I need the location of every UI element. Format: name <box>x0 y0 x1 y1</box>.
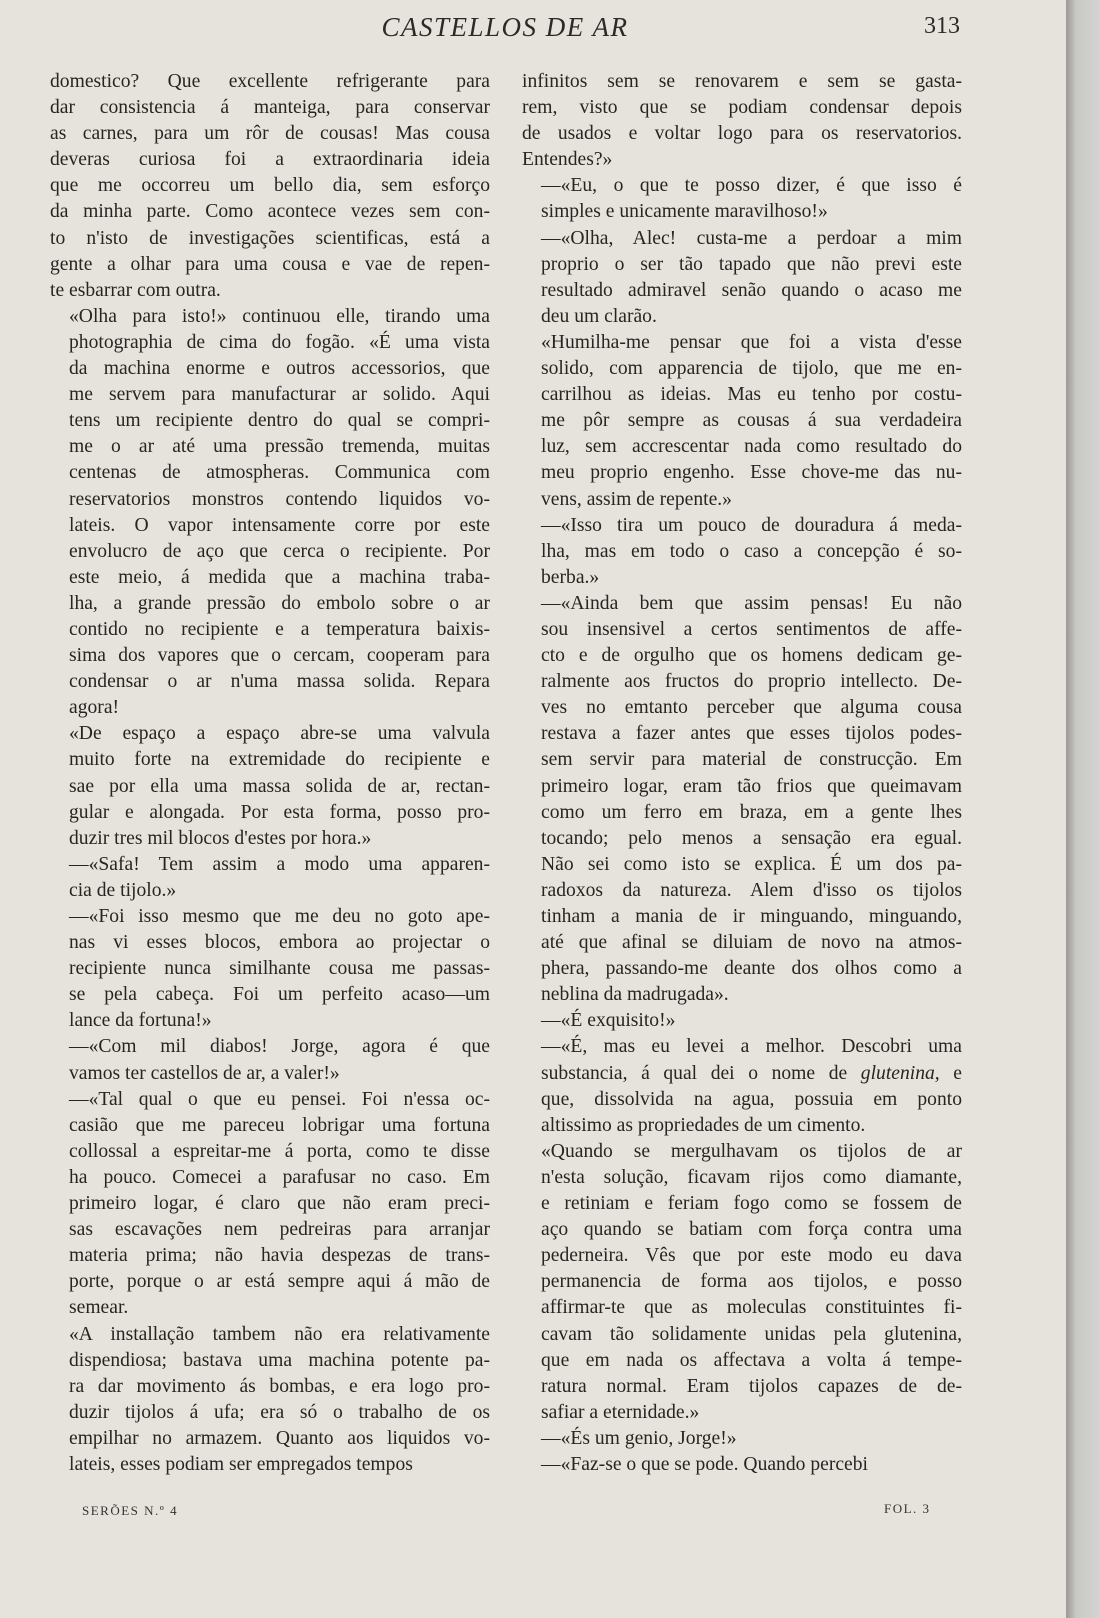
text-line: cia de tijolo.» <box>69 879 177 901</box>
page-edge-shadow <box>1066 0 1100 1618</box>
text-line: se pela cabeça. Foi um perfeito acaso—um <box>69 984 490 1006</box>
text-line: sou insensivel a certos sentimentos de affe- <box>541 618 962 640</box>
right-text-column <box>522 69 962 1478</box>
text-line: aço quando se batiam com força contra uma <box>541 1219 962 1241</box>
text-line: deu um clarão. <box>541 305 657 327</box>
text-line: n'esta solução, ficavam rijos como diamante, <box>541 1166 962 1188</box>
text-line: muito forte na extremidade do recipiente e <box>69 749 490 771</box>
text-line: lha, mas em todo o caso a concepção é so- <box>541 540 962 562</box>
text-line: —«Faz-se o que se pode. Quando percebi <box>541 1453 868 1475</box>
text-line: sae por ella uma massa solida de ar, rectan- <box>69 775 490 797</box>
text-line: luz, sem accrescentar nada como resultado do <box>541 436 962 458</box>
text-line: «A installação tambem não era relativamente <box>69 1323 490 1345</box>
text-line: —«Olha, Alec! custa-me a perdoar a mim <box>541 227 962 249</box>
text-line: contido no recipiente e a temperatura baixis- <box>69 618 490 640</box>
text-line: deveras curiosa foi a extraordinaria ideia <box>50 149 490 171</box>
paragraph <box>522 1139 962 1426</box>
text-line: infinitos sem se renovarem e sem se gasta- <box>522 71 962 92</box>
paragraph <box>50 1034 490 1086</box>
paragraph <box>522 1452 962 1478</box>
text-line: collossal a espreitar-me á porta, como te disse <box>69 1140 490 1162</box>
text-line: cavam tão solidamente unidas pela glutenina, <box>541 1323 962 1345</box>
text-line: —«Eu, o que te posso dizer, é que isso é <box>541 175 962 197</box>
text-line: me servem para manufacturar ar solido. Aqui <box>69 384 490 406</box>
text-line: da machina enorme e outros accessorios, que <box>69 358 490 380</box>
italic-term: glutenina, <box>860 1062 940 1084</box>
text-line: photographia de cima do fogão. «É uma vista <box>69 331 490 353</box>
text-line: «Humilha-me pensar que foi a vista d'esse <box>541 331 962 353</box>
text-line: recipiente nunca similhante cousa me passas- <box>69 958 490 980</box>
text-line: ralmente aos fructos do proprio intellecto. De- <box>541 671 962 693</box>
text-line: affirmar-te que as moleculas constituintes fi- <box>541 1297 962 1319</box>
text-line: ratura normal. Eram tijolos capazes de de- <box>541 1375 962 1397</box>
text-line: solido, com apparencia de tijolo, que me en- <box>541 358 962 380</box>
text-line: até que afinal se diluiam de novo na atmos- <box>541 932 962 954</box>
left-text-column <box>50 69 490 1478</box>
text-line: materia prima; não havia despezas de trans- <box>69 1245 490 1267</box>
text-line: substancia, á qual dei o nome de glutenina, e <box>541 1062 962 1084</box>
text-line: ha pouco. Comecei a parafusar no caso. Em <box>69 1166 490 1188</box>
text-line: domestico? Que excellente refrigerante para <box>50 71 490 92</box>
text-line: casião que me pareceu lobrigar uma fortuna <box>69 1114 490 1136</box>
paragraph <box>522 226 962 330</box>
text-line: tinham a mania de ir minguando, minguando, <box>541 906 962 927</box>
text-line: te esbarrar com outra. <box>50 279 221 301</box>
text-line: tens um recipiente dentro do qual se compri- <box>69 410 490 432</box>
text-line: «Quando se mergulhavam os tijolos de ar <box>541 1140 962 1162</box>
text-line: vens, assim de repente.» <box>541 488 732 510</box>
text-line: radoxos da natureza. Alem d'isso os tijolos <box>541 879 962 901</box>
text-line: —«Com mil diabos! Jorge, agora é que <box>69 1036 490 1058</box>
paragraph <box>50 721 490 851</box>
text-line: restava a fazer antes que esses tijolos podes- <box>541 723 962 745</box>
text-line: que me occorreu um bello dia, sem esforço <box>50 175 490 197</box>
text-line: safiar a eternidade.» <box>541 1401 700 1423</box>
footer-signature: SERÕES N.º 4 <box>82 1503 179 1518</box>
text-line: «Olha para isto!» continuou elle, tirando uma <box>69 305 490 327</box>
text-line: permanencia de forma aos tijolos, e posso <box>541 1271 962 1293</box>
paragraph <box>50 904 490 1034</box>
text-line: porte, porque o ar está sempre aqui á mão de <box>69 1271 490 1293</box>
text-line: lateis. O vapor intensamente corre por este <box>69 514 490 536</box>
text-line: Entendes?» <box>522 149 613 171</box>
text-line: proprio o ser tão tapado que não previ este <box>541 253 962 275</box>
paragraph <box>522 1008 962 1034</box>
text-line: primeiro logar, é claro que não eram preci- <box>69 1193 490 1215</box>
text-line: cto e de orgulho que os homens dedicam ge- <box>541 645 962 667</box>
text-line: as carnes, para um rôr de cousas! Mas cousa <box>50 123 490 145</box>
text-line: e retiniam e feriam fogo como se fossem de <box>541 1193 962 1215</box>
text-line: me pôr sempre as cousas á sua verdadeira <box>541 410 962 432</box>
paragraph <box>522 591 962 1009</box>
text-line: reservatorios monstros contendo liquidos vo- <box>69 488 490 510</box>
text-line: dispendiosa; bastava uma machina potente pa- <box>69 1349 490 1371</box>
text-line: tocando; pelo menos a sensação era egual. <box>541 827 962 849</box>
paragraph <box>522 173 962 225</box>
footer-folio: FOL. 3 <box>884 1501 931 1516</box>
text-line: berba.» <box>541 566 600 588</box>
text-line: da minha parte. Como acontece vezes sem con- <box>50 201 490 223</box>
text-line: condensar o ar n'uma massa solida. Repara <box>69 671 490 693</box>
running-title: CASTELLOS DE AR <box>381 12 629 42</box>
paragraph <box>50 1087 490 1322</box>
text-line: —«Tal qual o que eu pensei. Foi n'essa oc- <box>69 1088 490 1110</box>
text-line: empilhar no armazem. Quanto aos liquidos vo- <box>69 1427 490 1449</box>
text-line: ves no emtanto perceber que alguma cousa <box>541 697 962 719</box>
text-line: me o ar até uma pressão tremenda, muitas <box>69 436 490 458</box>
text-line: este meio, á medida que a machina traba- <box>69 566 490 588</box>
paragraph <box>522 1034 962 1138</box>
text-line: que em nada os affectava a volta á tempe- <box>541 1349 962 1371</box>
text-line: sima dos vapores que o cercam, cooperam para <box>69 645 490 667</box>
text-line: carrilhou as ideias. Mas eu tenho por costu- <box>541 384 962 406</box>
text-line: —«Foi isso mesmo que me deu no goto ape- <box>69 906 490 927</box>
text-line: resultado admiravel senão quando o acaso me <box>541 279 962 301</box>
text-line: sem servir para material de construcção. Em <box>541 749 962 771</box>
text-line: nas vi esses blocos, embora ao projectar o <box>69 932 490 954</box>
text-line: agora! <box>69 697 120 719</box>
text-line: lance da fortuna!» <box>69 1010 212 1032</box>
text-line: que, dissolvida na agua, possuia em ponto <box>541 1088 962 1110</box>
paragraph <box>522 69 962 173</box>
text-line: lha, a grande pressão do embolo sobre o ar <box>69 592 490 614</box>
text-line: —«Ainda bem que assim pensas! Eu não <box>541 592 962 614</box>
paragraph <box>50 69 490 304</box>
text-line: ra dar movimento ás bombas, e era logo pro- <box>69 1375 490 1397</box>
paragraph <box>50 304 490 722</box>
paragraph <box>522 513 962 591</box>
text-line: centenas de atmospheras. Communica com <box>69 462 490 484</box>
text-line: to n'isto de investigações scientificas, está a <box>50 227 490 249</box>
text-line: pederneira. Vês que por este modo eu dava <box>541 1245 962 1267</box>
text-line: altissimo as propriedades de um cimento. <box>541 1114 866 1136</box>
text-line: como um ferro em braza, em a gente lhes <box>541 801 962 823</box>
text-line: de usados e voltar logo para os reservatorios. <box>522 123 962 145</box>
paragraph <box>50 852 490 904</box>
text-line: primeiro logar, eram tão frios que queimavam <box>541 775 962 797</box>
text-line: duzir tijolos á ufa; era só o trabalho de os <box>69 1401 490 1423</box>
text-line: —«Isso tira um pouco de douradura á meda- <box>541 514 962 536</box>
text-line: —«És um genio, Jorge!» <box>541 1427 737 1449</box>
text-line: gular e alongada. Por esta forma, posso pro- <box>69 801 490 823</box>
text-line: simples e unicamente maravilhoso!» <box>541 201 828 223</box>
page-header <box>50 12 960 44</box>
text-line: lateis, esses podiam ser empregados tempos <box>69 1453 413 1475</box>
text-line: —«Safa! Tem assim a modo uma apparen- <box>69 853 490 875</box>
paragraph <box>522 330 962 513</box>
text-line: —«É exquisito!» <box>541 1010 676 1032</box>
text-line: Não sei como isto se explica. É um dos pa- <box>541 853 962 875</box>
text-line: duzir tres mil blocos d'estes por hora.» <box>69 827 372 849</box>
text-line: meu proprio engenho. Esse chove-me das nu- <box>541 462 962 484</box>
page-number: 313 <box>924 13 960 39</box>
text-line: gente a olhar para uma cousa e vae de repen- <box>50 253 490 275</box>
text-line: sas escavações nem pedreiras para arranjar <box>69 1219 490 1241</box>
text-line: neblina da madrugada». <box>541 984 729 1006</box>
text-line: —«É, mas eu levei a melhor. Descobri uma <box>541 1036 962 1058</box>
paragraph <box>522 1426 962 1452</box>
text-line: vamos ter castellos de ar, a valer!» <box>69 1062 340 1084</box>
text-line: rem, visto que se podiam condensar depois <box>522 97 962 119</box>
text-line: envolucro de aço que cerca o recipiente. Por <box>69 540 490 562</box>
text-line: semear. <box>69 1297 129 1319</box>
text-line: «De espaço a espaço abre-se uma valvula <box>69 723 490 745</box>
text-line: dar consistencia á manteiga, para conservar <box>50 97 490 119</box>
text-line: phera, passando-me deante dos olhos como a <box>541 958 962 980</box>
paragraph <box>50 1322 490 1479</box>
